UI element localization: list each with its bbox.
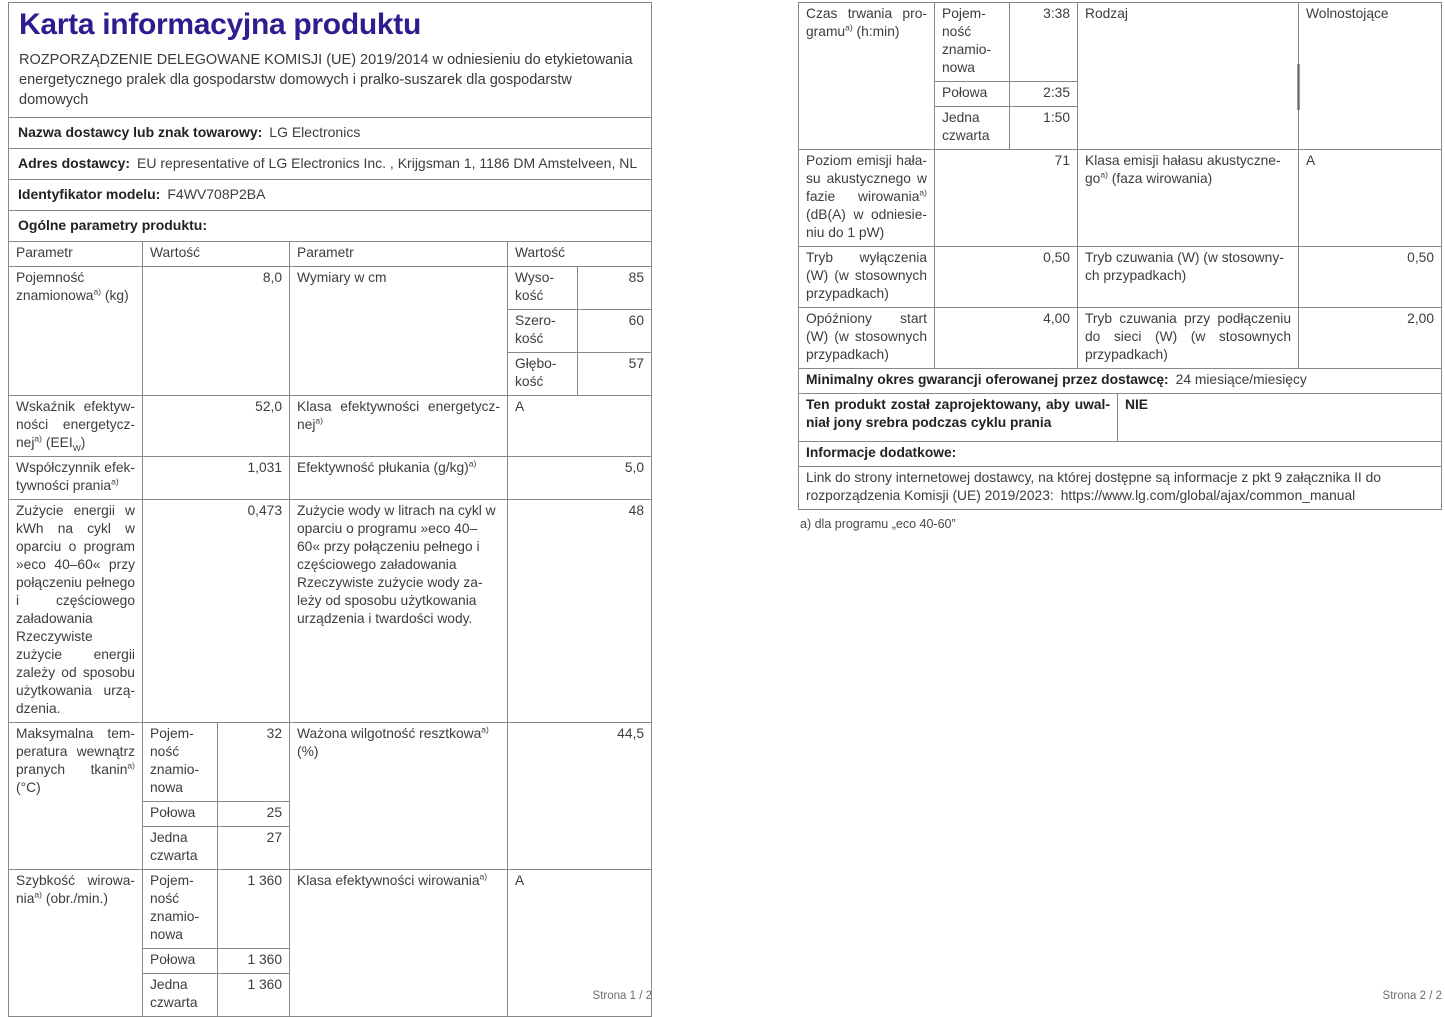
value-cell-washing: 1,031 bbox=[142, 457, 289, 499]
supplier-row bbox=[9, 117, 651, 148]
sub-row-half bbox=[143, 948, 289, 973]
param-cell-network-standby: Tryb czuwania przy podłączeniu do sieci (W) (w stosownych przypadkach) bbox=[1077, 308, 1298, 368]
sub-row-half bbox=[935, 81, 1077, 106]
param-cell-duration bbox=[799, 3, 934, 149]
guarantee-cell bbox=[799, 369, 1441, 393]
row-temperature-humidity bbox=[9, 722, 651, 869]
param-cell-type: Rodzaj bbox=[1077, 3, 1298, 149]
row-delay-network bbox=[799, 307, 1441, 368]
row-supplier-link bbox=[799, 466, 1441, 509]
param-text: Wskaźnik efektywności energetycznej bbox=[16, 399, 135, 450]
param-text: Współczynnik efektywności prania bbox=[16, 460, 135, 493]
sub-label: Wysokość bbox=[515, 270, 554, 303]
sub-row-height bbox=[508, 267, 651, 309]
param-cell-rinsing bbox=[289, 457, 507, 499]
sub-row-half bbox=[143, 801, 289, 826]
eei-subscript: W bbox=[72, 442, 81, 453]
param-cell-energy-class bbox=[289, 396, 507, 456]
footnote-marker: a) bbox=[34, 433, 43, 444]
param-text: (EEI bbox=[42, 435, 73, 450]
fiche-page-2 bbox=[798, 2, 1442, 531]
product-fiche-sheet-2 bbox=[798, 2, 1442, 510]
param-text: Efektywność płukania (g/kg) bbox=[297, 460, 469, 475]
value-cell-eei: 52,0 bbox=[142, 396, 289, 456]
param-cell-delayed-start: Opóźniony start (W) (w stosownych przypadkach) bbox=[806, 311, 927, 362]
sub-label: Połowa bbox=[150, 952, 196, 967]
sub-value: 1 360 bbox=[217, 949, 289, 973]
value-cell-rinsing: 5,0 bbox=[507, 457, 651, 499]
value-cell-off-mode: 0,50 bbox=[934, 247, 1077, 307]
param-unit: (h:min) bbox=[852, 24, 900, 39]
sub-value: 32 bbox=[217, 723, 289, 801]
param-text: Maksymalna temperatura wewnątrz pranych tkanin bbox=[16, 726, 135, 777]
param-unit: (faza wirowania) bbox=[1107, 171, 1213, 186]
param-unit: (dB(A) w odniesieniu do 1 pW) bbox=[806, 207, 927, 240]
sub-value: 27 bbox=[217, 827, 289, 869]
page-number-2: Strona 2 / 2 bbox=[1382, 990, 1442, 1002]
supplier-link-cell bbox=[799, 467, 1441, 509]
sub-value: 1 360 bbox=[217, 870, 289, 948]
supplier-label: Nazwa dostawcy lub znak towarowy: bbox=[18, 124, 263, 140]
footnote-marker: a) bbox=[315, 415, 324, 426]
sub-row-width bbox=[508, 309, 651, 352]
sub-label: Jedna czwarta bbox=[150, 977, 198, 1010]
param-text: Ważona wilgotność resztkowa bbox=[297, 726, 482, 741]
sub-row-quarter bbox=[143, 826, 289, 869]
fiche-page-1 bbox=[8, 2, 652, 1017]
param-text: Klasa emisji hałasu akustycznego bbox=[1085, 153, 1281, 186]
sub-value: 60 bbox=[577, 310, 651, 352]
value-cell-type: Wolnostojące bbox=[1298, 3, 1441, 149]
footnote-marker: a) bbox=[34, 889, 43, 900]
dimensions-subtable bbox=[507, 267, 651, 395]
sub-label: Pojemność znamionowa bbox=[942, 6, 992, 75]
general-parameters-label: Ogólne parametry produktu: bbox=[18, 217, 208, 233]
row-capacity-dimensions bbox=[9, 266, 651, 395]
row-washing-rinsing bbox=[9, 456, 651, 499]
header-value-2: Wartość bbox=[507, 242, 651, 266]
param-cell-water: Zużycie wody w litrach na cykl w oparciu o programu »eco 40–60« przy połączeniu pełnego i częściowego załadowania Rzeczywiste zużycie wody zależy od sposobu użytkowania urządzenia i twardości wody. bbox=[289, 500, 507, 722]
model-row bbox=[9, 179, 651, 210]
param-text: Czas trwania programu bbox=[806, 6, 927, 39]
sub-label: Głębokość bbox=[515, 356, 557, 389]
guarantee-label: Minimalny okres gwarancji oferowanej przez dostawcę: bbox=[806, 372, 1169, 387]
footnote-marker: a) bbox=[479, 871, 488, 882]
footnote-marker: a) bbox=[93, 286, 102, 297]
sub-value: 1 360 bbox=[217, 974, 289, 1016]
sub-value: 2:35 bbox=[1009, 82, 1077, 106]
silver-ions-label-cell: Ten produkt został zaprojektowany, aby uwalniał jony srebra podczas cyklu prania bbox=[806, 397, 1110, 430]
value-cell-spin-class: A bbox=[507, 870, 651, 1016]
footnote-marker: a) bbox=[127, 760, 135, 771]
param-text: Pojemność znamionowa bbox=[16, 270, 94, 303]
row-off-standby bbox=[799, 246, 1441, 307]
supplier-value: LG Electronics bbox=[269, 124, 361, 140]
header-value-1: Wartość bbox=[142, 242, 289, 266]
row-eei-energy-class bbox=[9, 395, 651, 456]
value-cell-energy-class: A bbox=[507, 396, 651, 456]
sub-value: 25 bbox=[217, 802, 289, 826]
supplier-link-url: https://www.lg.com/global/ajax/common_manual bbox=[1060, 488, 1356, 503]
value-cell-capacity: 8,0 bbox=[142, 267, 289, 395]
param-unit: (%) bbox=[297, 744, 319, 759]
row-noise bbox=[799, 149, 1441, 246]
sub-row-rated bbox=[935, 3, 1077, 81]
title-block bbox=[9, 3, 651, 117]
value-cell-delayed-start: 4,00 bbox=[934, 308, 1077, 368]
param-cell-washing bbox=[9, 457, 142, 499]
value-cell-noise-class: A bbox=[1298, 150, 1441, 246]
param-text: Poziom emisji hałasu akustycznego w fazie wirowania bbox=[806, 153, 927, 204]
supplier-link-text: Link do strony internetowej dostawcy, na której dostępne są informacje z pkt 9 załącznika II do rozporządzenia Komisji (UE) 2019/2023: bbox=[806, 470, 1381, 503]
param-cell-standby: Tryb czuwania (W) (w stosownych przypadkach) bbox=[1077, 247, 1298, 307]
header-param-1: Parametr bbox=[16, 245, 73, 260]
header-param-2: Parametr bbox=[289, 242, 507, 266]
sub-label: Jedna czwarta bbox=[150, 830, 198, 863]
sub-label: Szerokość bbox=[515, 313, 556, 346]
table-header-row bbox=[9, 241, 651, 266]
footnote-marker: a) bbox=[481, 724, 489, 735]
address-row bbox=[9, 148, 651, 179]
sub-label: Połowa bbox=[942, 85, 988, 100]
row-duration-type bbox=[799, 3, 1441, 149]
model-label: Identyfikator modelu: bbox=[18, 186, 161, 202]
param-text: Klasa efektywności energetycznej bbox=[297, 399, 500, 432]
row-silver-ions bbox=[799, 393, 1441, 441]
sub-value: 57 bbox=[577, 353, 651, 395]
param-cell-noise bbox=[799, 150, 934, 246]
value-cell-energy: 0,473 bbox=[142, 500, 289, 722]
page-number-1: Strona 1 / 2 bbox=[592, 990, 652, 1002]
param-cell-eei bbox=[9, 396, 142, 456]
param-unit: (°C) bbox=[16, 780, 41, 795]
sub-row-quarter bbox=[935, 106, 1077, 149]
sub-row-depth bbox=[508, 352, 651, 395]
param-cell-off-mode: Tryb wyłączenia (W) (w stosownych przypadkach) bbox=[806, 250, 927, 301]
additional-info-label: Informacje dodatkowe: bbox=[806, 445, 957, 460]
sub-value: 85 bbox=[577, 267, 651, 309]
value-cell-noise: 71 bbox=[934, 150, 1077, 246]
param-text: Szybkość wirowania bbox=[16, 873, 135, 906]
param-cell-humidity bbox=[289, 723, 507, 869]
param-text: ) bbox=[80, 435, 86, 450]
param-cell-temperature bbox=[9, 723, 142, 869]
value-cell-humidity: 44,5 bbox=[507, 723, 651, 869]
footnote-marker: a) bbox=[919, 187, 927, 198]
footnote-marker: a) bbox=[1100, 169, 1108, 180]
sub-row-rated bbox=[143, 723, 289, 801]
param-unit: (obr./min.) bbox=[42, 891, 108, 906]
value-cell-water: 48 bbox=[507, 500, 651, 722]
param-cell-noise-class bbox=[1077, 150, 1298, 246]
footnote-marker: a) bbox=[468, 458, 477, 469]
product-fiche-sheet-1 bbox=[8, 2, 652, 1017]
param-cell-energy: Zużycie energii w kWh na cykl w oparciu o program »eco 40–60« przy połączeniu pełnego i częściowego załadowania Rzeczywiste zużycie energii zależy od sposobu użytkowania urządzenia. bbox=[16, 503, 135, 716]
value-cell-standby: 0,50 bbox=[1298, 247, 1441, 307]
temperature-subtable bbox=[142, 723, 289, 869]
sub-row-rated bbox=[143, 870, 289, 948]
param-cell-dimensions: Wymiary w cm bbox=[289, 267, 507, 395]
row-energy-water bbox=[9, 499, 651, 722]
value-cell-network-standby: 2,00 bbox=[1298, 308, 1441, 368]
row-guarantee bbox=[799, 368, 1441, 393]
scan-artifact-mark bbox=[1297, 64, 1300, 110]
sub-label: Pojemność znamionowa bbox=[150, 726, 200, 795]
sub-label: Połowa bbox=[150, 805, 196, 820]
duration-subtable bbox=[934, 3, 1077, 149]
address-label: Adres dostawcy: bbox=[18, 155, 131, 171]
footnote-marker: a) bbox=[111, 476, 119, 487]
sub-value: 1:50 bbox=[1009, 107, 1077, 149]
sub-label: Jedna czwarta bbox=[942, 110, 990, 143]
sub-label: Pojemność znamionowa bbox=[150, 873, 200, 942]
sub-value: 3:38 bbox=[1009, 3, 1077, 81]
regulation-text: ROZPORZĄDZENIE DELEGOWANE KOMISJI (UE) 2019/2014 w odniesieniu do etykietowania energetycznego pralek dla gospodarstw domowych i pralko-suszarek dla gospodarstw domowych bbox=[19, 52, 633, 108]
model-value: F4WV708P2BA bbox=[167, 186, 266, 202]
param-cell-capacity bbox=[9, 267, 142, 395]
general-parameters-row bbox=[9, 210, 651, 241]
param-unit: (kg) bbox=[101, 288, 129, 303]
address-value: EU representative of LG Electronics Inc. , Krijgsman 1, 1186 DM Amstelveen, NL bbox=[137, 155, 638, 171]
footnote-marker: a) bbox=[845, 22, 853, 33]
param-text: Klasa efektywności wirowania bbox=[297, 873, 480, 888]
silver-ions-value-cell: NIE bbox=[1117, 394, 1441, 441]
page-title: Karta informacyjna produktu bbox=[19, 8, 421, 41]
row-additional-info bbox=[799, 441, 1441, 466]
guarantee-value: 24 miesiące/miesięcy bbox=[1175, 372, 1307, 387]
footnote-eco-programme: a) dla programu „eco 40-60” bbox=[800, 517, 956, 531]
